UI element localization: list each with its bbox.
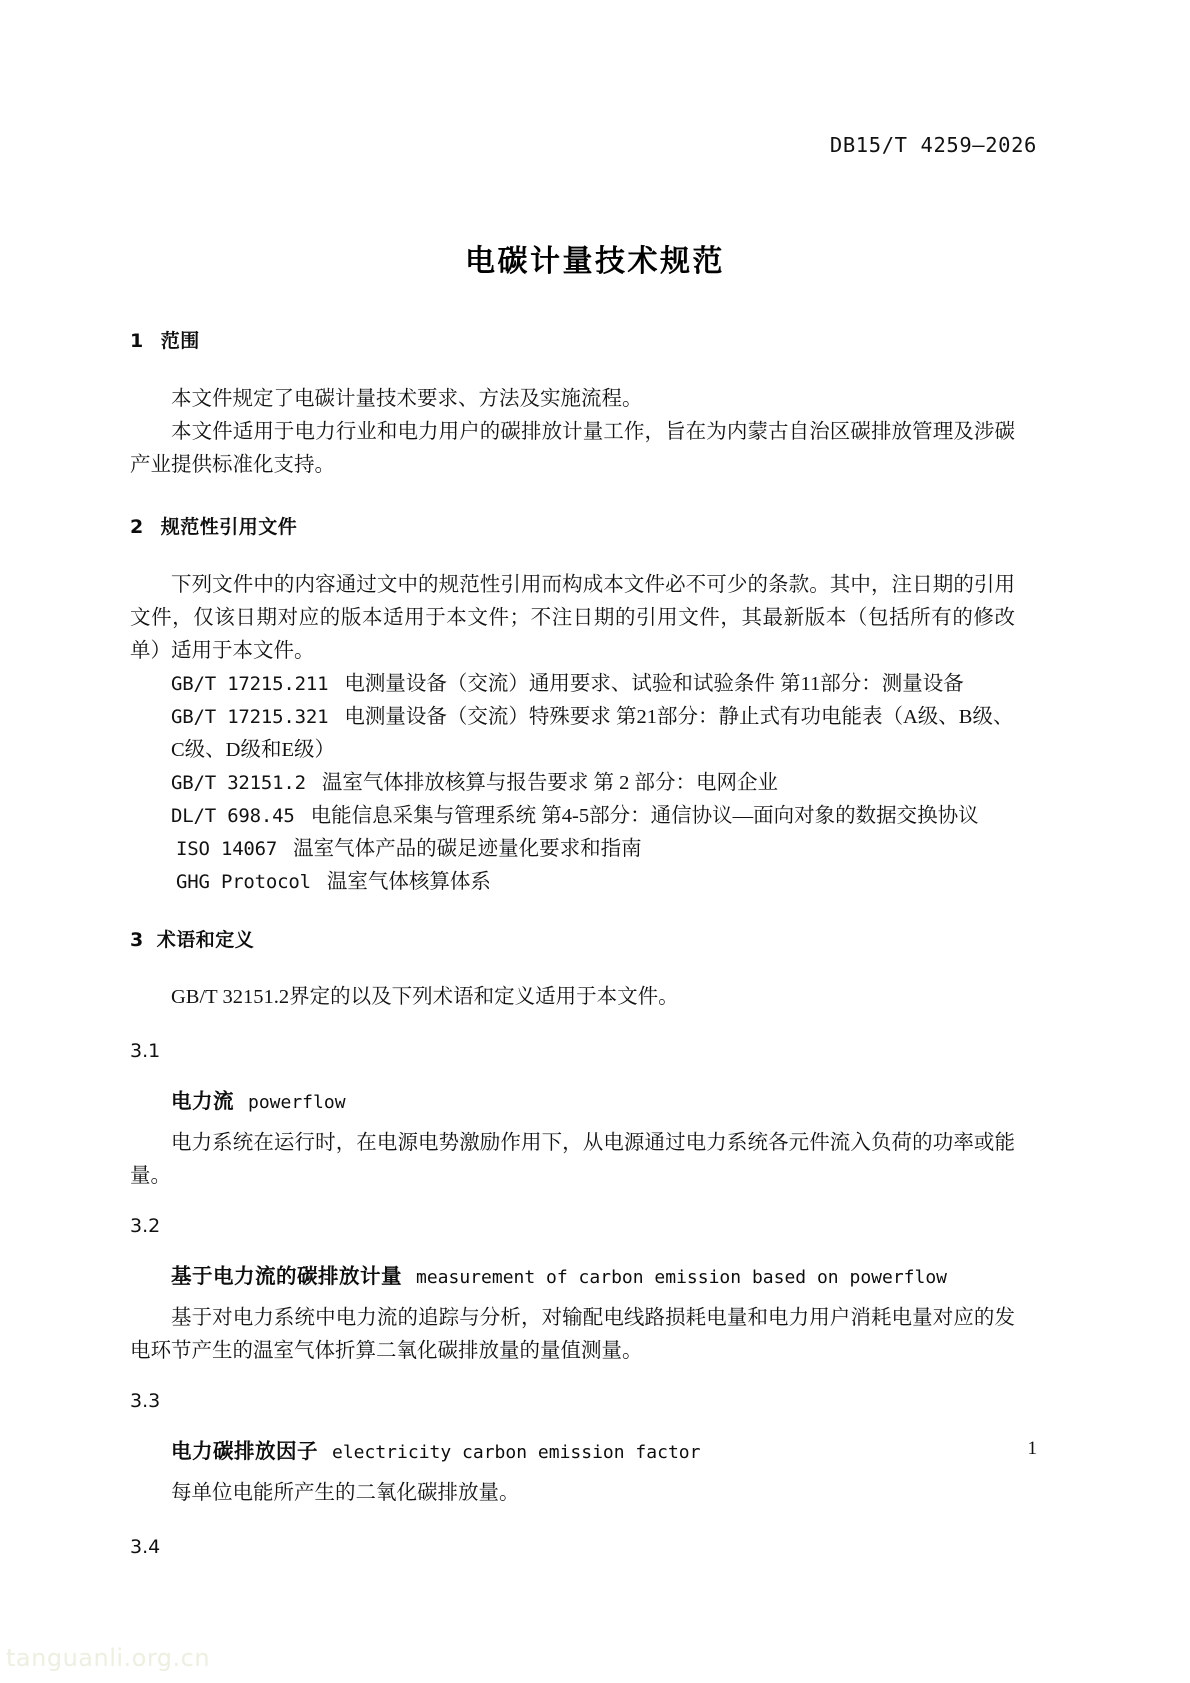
clause-number-3-4: 3.4	[130, 1535, 161, 1558]
section1-paragraph-2: 本文件适用于电力行业和电力用户的碳排放计量工作，旨在为内蒙古自治区碳排放管理及涉碳产业提供标准化支持。	[130, 420, 1015, 476]
reference-title: 电能信息采集与管理系统 第4-5部分：通信协议—面向对象的数据交换协议	[310, 804, 979, 827]
section-number-3: 3	[130, 928, 144, 951]
section-title-2: 规范性引用文件	[160, 515, 298, 538]
reference-code: GHG Protocol	[176, 870, 311, 893]
clause-number-3-3: 3.3	[130, 1389, 161, 1412]
document-title: 电碳计量技术规范	[465, 244, 725, 279]
reference-title: 温室气体排放核算与报告要求 第 2 部分：电网企业	[321, 771, 778, 794]
clause-number-3-2: 3.2	[130, 1215, 161, 1238]
running-header-standard-number: DB15/T 4259—2026	[829, 133, 1037, 157]
term-english: electricity carbon emission factor	[332, 1441, 701, 1463]
reference-title: 电测量设备（交流）特殊要求 第21部分：静止式有功电能表（A级、B级、C级、D级和E级）	[171, 705, 1014, 761]
term-english: powerflow	[248, 1092, 346, 1114]
reference-code: GB/T 32151.2	[171, 771, 306, 794]
reference-code: DL/T 698.45	[171, 804, 295, 827]
section-heading-2	[130, 516, 1015, 539]
term-entry-3-3	[130, 1435, 1015, 1469]
term-definition-3-2: 基于对电力系统中电力流的追踪与分析，对输配电线路损耗电量和电力用户消耗电量对应的发电环节产生的温室气体折算二氧化碳排放量的量值测量。	[130, 1306, 1015, 1362]
section-heading-3	[130, 929, 1015, 952]
term-english: measurement of carbon emission based on powerflow	[416, 1266, 948, 1288]
normative-reference-item	[130, 866, 1015, 899]
section-heading-1	[130, 330, 1015, 353]
document-body	[130, 330, 1015, 1559]
term-definition-3-1: 电力系统在运行时，在电源电势激励作用下，从电源通过电力系统各元件流入负荷的功率或能量。	[130, 1132, 1015, 1188]
term-chinese: 电力流	[171, 1089, 234, 1114]
reference-code: GB/T 17215.211	[171, 672, 329, 695]
reference-code: ISO 14067	[176, 837, 278, 860]
section1-paragraph-1: 本文件规定了电碳计量技术要求、方法及实施流程。	[171, 387, 643, 410]
section-number-1: 1	[130, 330, 144, 352]
term-entry-3-2	[130, 1260, 1015, 1294]
reference-title: 温室气体产品的碳足迹量化要求和指南	[293, 837, 642, 860]
section3-intro: GB/T 32151.2界定的以及下列术语和定义适用于本文件。	[171, 986, 679, 1009]
term-chinese: 基于电力流的碳排放计量	[171, 1263, 402, 1288]
section-title-3: 术语和定义	[156, 928, 255, 951]
site-watermark: tanguanli.org.cn	[6, 1644, 211, 1672]
normative-reference-item	[130, 701, 1015, 767]
term-chinese: 电力碳排放因子	[171, 1438, 318, 1463]
reference-title: 电测量设备（交流）通用要求、试验和试验条件 第11部分：测量设备	[344, 672, 964, 695]
section2-intro: 下列文件中的内容通过文中的规范性引用而构成本文件必不可少的条款。其中，注日期的引用文件，仅该日期对应的版本适用于本文件；不注日期的引用文件，其最新版本（包括所有的修改单）适用于本文件。	[130, 573, 1015, 662]
term-entry-3-1	[130, 1085, 1015, 1119]
section-number-2: 2	[130, 515, 144, 538]
normative-reference-item	[130, 767, 1015, 800]
reference-title: 温室气体核算体系	[326, 870, 491, 893]
reference-code: GB/T 17215.321	[171, 705, 329, 728]
normative-reference-item	[130, 833, 1015, 866]
normative-reference-item	[130, 668, 1015, 701]
page-number: 1	[1027, 1438, 1037, 1459]
section-title-1: 范围	[160, 330, 200, 352]
normative-reference-item	[130, 800, 1015, 833]
term-definition-3-3: 每单位电能所产生的二氧化碳排放量。	[171, 1481, 520, 1504]
clause-number-3-1: 3.1	[130, 1040, 161, 1063]
